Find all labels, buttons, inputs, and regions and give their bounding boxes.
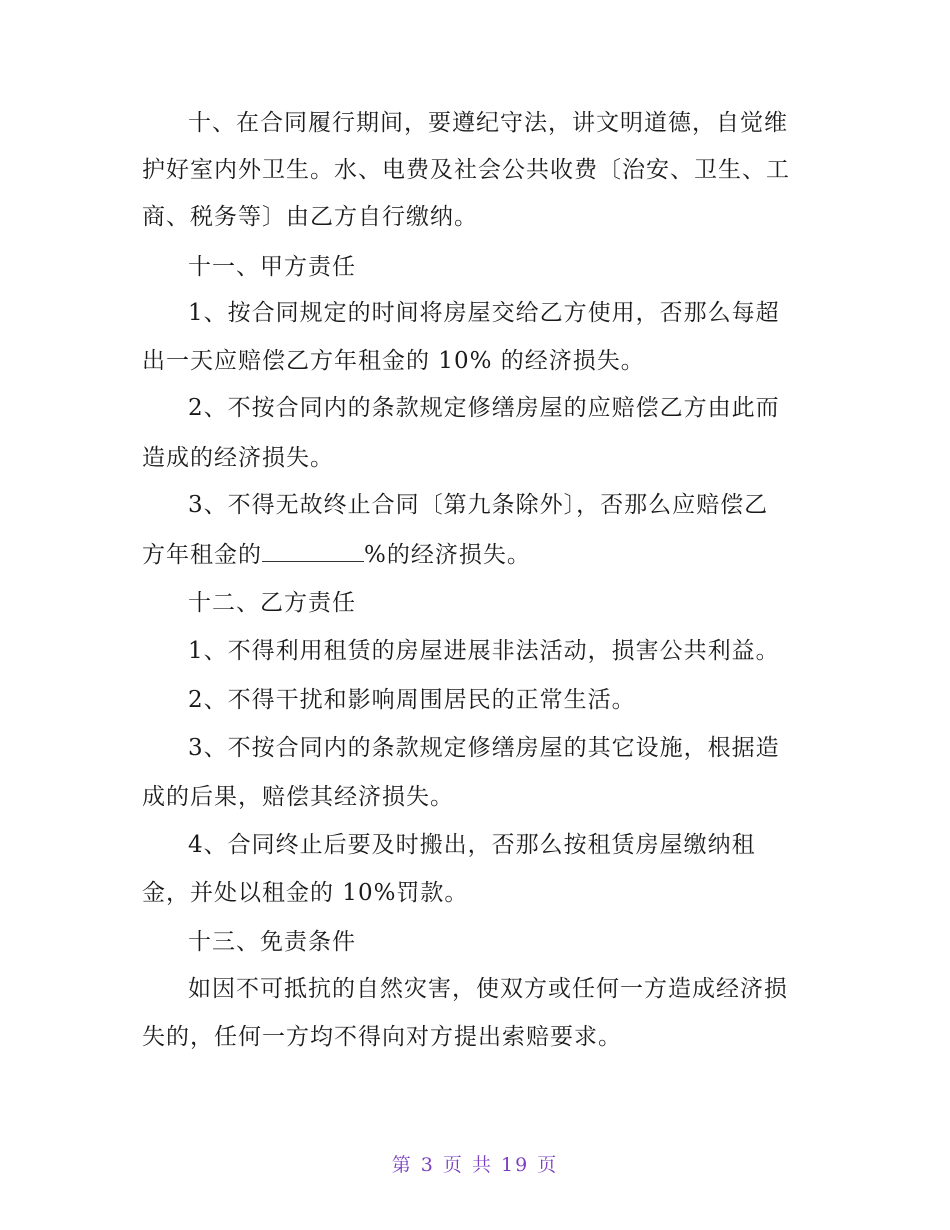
paragraph-line-with-blank (142, 540, 531, 570)
paragraph-line: 3、不按合同内的条款规定修缮房屋的其它设施，根据造 (188, 735, 780, 761)
page-number-footer: 第 3 页 共 19 页 (391, 1154, 559, 1176)
paragraph-line: 造成的经济损失。 (142, 445, 334, 471)
fill-in-blank (262, 541, 364, 562)
line-text-before-blank: 方年租金的 (142, 542, 262, 568)
section-heading: 十二、乙方责任 (188, 590, 356, 616)
paragraph-line: 护好室内外卫生。水、电费及社会公共收费〔治安、卫生、工 (142, 157, 790, 183)
paragraph-line: 1、按合同规定的时间将房屋交给乙方使用，否那么每超 (188, 300, 780, 326)
paragraph-line: 商、税务等〕由乙方自行缴纳。 (142, 204, 478, 230)
paragraph-line: 金，并处以租金的 10%罚款。 (142, 880, 469, 906)
paragraph-line: 4、合同终止后要及时搬出，否那么按租赁房屋缴纳租 (188, 832, 756, 858)
paragraph-line: 成的后果，赔偿其经济损失。 (142, 784, 454, 810)
section-heading: 十一、甲方责任 (188, 254, 356, 280)
line-text-after-blank: %的经济损失。 (364, 542, 531, 568)
paragraph-line: 出一天应赔偿乙方年租金的 10% 的经济损失。 (142, 348, 645, 374)
paragraph-line: 1、不得利用租赁的房屋进展非法活动，损害公共利益。 (188, 638, 780, 664)
paragraph-line: 十、在合同履行期间，要遵纪守法，讲文明道德，自觉维 (188, 110, 788, 136)
paragraph-line: 如因不可抵抗的自然灾害，使双方或任何一方造成经济损 (188, 976, 788, 1002)
paragraph-line: 3、不得无故终止合同〔第九条除外〕，否那么应赔偿乙 (188, 492, 769, 518)
paragraph-line: 失的，任何一方均不得向对方提出索赔要求。 (142, 1024, 622, 1050)
paragraph-line: 2、不按合同内的条款规定修缮房屋的应赔偿乙方由此而 (188, 395, 780, 421)
section-heading: 十三、免责条件 (188, 929, 356, 955)
paragraph-line: 2、不得干扰和影响周围居民的正常生活。 (188, 687, 636, 713)
